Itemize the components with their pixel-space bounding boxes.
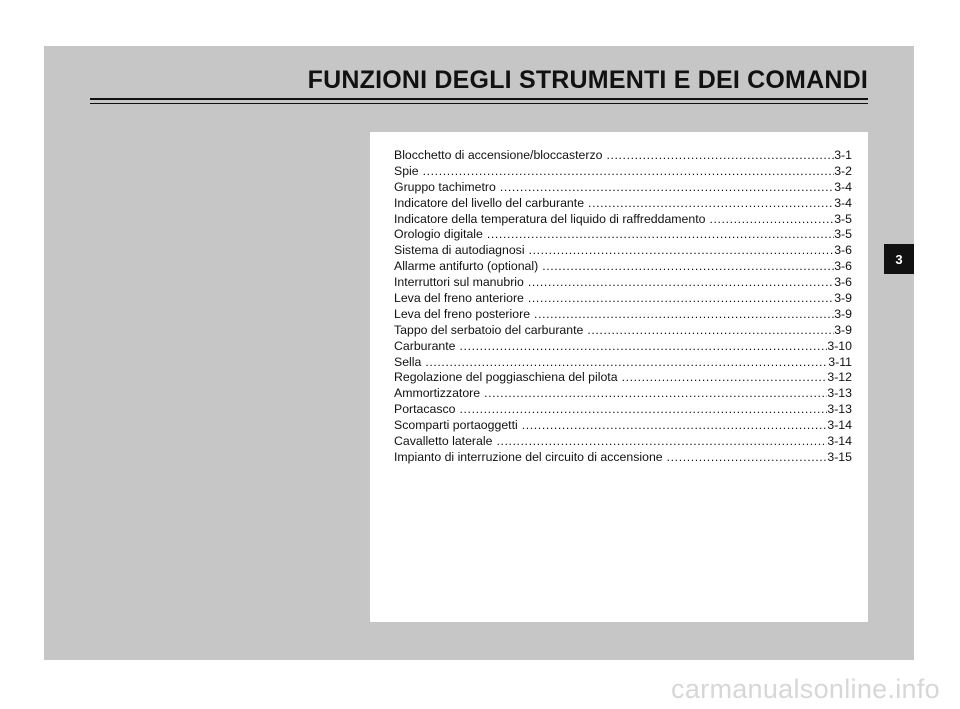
toc-leader-dots bbox=[460, 339, 828, 353]
toc-leader-dots bbox=[522, 418, 828, 432]
toc-item[interactable] bbox=[394, 196, 852, 212]
toc-leader-dots bbox=[484, 386, 827, 400]
toc-item[interactable] bbox=[394, 370, 852, 386]
toc-item[interactable] bbox=[394, 243, 852, 259]
toc-item-label: Allarme antifurto (optional) bbox=[394, 259, 539, 274]
toc-leader-dots bbox=[710, 212, 835, 226]
toc-item-page: 3-2 bbox=[834, 163, 852, 178]
toc-leader-dots bbox=[534, 307, 834, 321]
toc-leader-dots bbox=[496, 434, 827, 448]
toc-leader-dots bbox=[606, 148, 834, 162]
toc-leader-dots bbox=[588, 196, 834, 210]
toc-item-label: Regolazione del poggiaschiena del pilota bbox=[394, 370, 618, 385]
toc-item[interactable] bbox=[394, 402, 852, 418]
toc-leader-dots bbox=[542, 259, 834, 273]
manual-page bbox=[44, 46, 914, 660]
toc-item-label: Tappo del serbatoio del carburante bbox=[394, 322, 584, 337]
toc-item[interactable] bbox=[394, 434, 852, 450]
toc-item-page: 3-1 bbox=[834, 148, 852, 162]
toc-item[interactable] bbox=[394, 386, 852, 402]
toc-item-page: 3-4 bbox=[834, 195, 852, 210]
toc-item-page: 3-10 bbox=[827, 338, 852, 353]
toc-item-page: 3-5 bbox=[834, 227, 852, 242]
toc-leader-dots bbox=[587, 323, 834, 337]
toc-item-label: Ammortizzatore bbox=[394, 386, 481, 401]
toc-item[interactable] bbox=[394, 450, 852, 466]
toc-item[interactable] bbox=[394, 339, 852, 355]
toc-item-label: Impianto di interruzione del circuito di accensione bbox=[394, 449, 663, 464]
toc-item[interactable] bbox=[394, 259, 852, 275]
toc-leader-dots bbox=[487, 227, 834, 241]
toc-leader-dots bbox=[423, 164, 835, 178]
toc-leader-dots bbox=[622, 370, 828, 384]
toc-item[interactable] bbox=[394, 227, 852, 243]
toc-item-page: 3-12 bbox=[827, 370, 852, 385]
toc-item[interactable] bbox=[394, 164, 852, 180]
toc-item-label: Indicatore della temperatura del liquido di raffreddamento bbox=[394, 211, 706, 226]
toc-item-label: Blocchetto di accensione/bloccasterzo bbox=[394, 148, 603, 162]
toc-item[interactable] bbox=[394, 275, 852, 291]
toc-item[interactable] bbox=[394, 212, 852, 228]
toc-item[interactable] bbox=[394, 355, 852, 371]
toc-item-label: Spie bbox=[394, 163, 419, 178]
toc-leader-dots bbox=[425, 355, 828, 369]
toc-item-label: Sistema di autodiagnosi bbox=[394, 243, 525, 258]
toc-item[interactable] bbox=[394, 418, 852, 434]
title-underline-thin bbox=[90, 103, 868, 104]
toc-item-page: 3-15 bbox=[827, 449, 852, 464]
toc-leader-dots bbox=[528, 291, 834, 305]
toc-item-page: 3-9 bbox=[834, 322, 852, 337]
toc-item-label: Orologio digitale bbox=[394, 227, 483, 242]
toc-item-page: 3-5 bbox=[834, 211, 852, 226]
toc-item[interactable] bbox=[394, 323, 852, 339]
toc-item-label: Leva del freno anteriore bbox=[394, 291, 524, 306]
toc-item-label: Gruppo tachimetro bbox=[394, 179, 496, 194]
toc-item-page: 3-6 bbox=[834, 259, 852, 274]
toc-item-label: Indicatore del livello del carburante bbox=[394, 195, 585, 210]
toc-item-label: Portacasco bbox=[394, 402, 456, 417]
toc-item-page: 3-13 bbox=[827, 386, 852, 401]
toc-leader-dots bbox=[529, 243, 835, 257]
toc-item-page: 3-11 bbox=[828, 354, 852, 369]
toc-leader-dots bbox=[667, 450, 828, 464]
toc-item-label: Carburante bbox=[394, 338, 456, 353]
toc-item-label: Sella bbox=[394, 354, 422, 369]
toc-item-label: Interruttori sul manubrio bbox=[394, 275, 524, 290]
toc-item[interactable] bbox=[394, 291, 852, 307]
toc-item-page: 3-14 bbox=[827, 434, 852, 449]
toc-item-page: 3-4 bbox=[834, 179, 852, 194]
toc-list bbox=[394, 148, 852, 466]
toc-item-label: Scomparti portaoggetti bbox=[394, 418, 518, 433]
toc-item[interactable] bbox=[394, 307, 852, 323]
toc-item-page: 3-9 bbox=[834, 291, 852, 306]
page-title: FUNZIONI DEGLI STRUMENTI E DEI COMANDI bbox=[307, 66, 868, 94]
toc-item-page: 3-6 bbox=[834, 275, 852, 290]
toc-leader-dots bbox=[528, 275, 834, 289]
table-of-contents bbox=[370, 132, 868, 622]
toc-item-page: 3-14 bbox=[827, 418, 852, 433]
toc-item-page: 3-13 bbox=[827, 402, 852, 417]
toc-item-page: 3-6 bbox=[834, 243, 852, 258]
toc-leader-dots bbox=[500, 180, 834, 194]
toc-item-label: Leva del freno posteriore bbox=[394, 306, 531, 321]
toc-item[interactable] bbox=[394, 180, 852, 196]
toc-item[interactable] bbox=[394, 148, 852, 164]
chapter-tab: 3 bbox=[884, 244, 914, 274]
title-underline-thick bbox=[90, 98, 868, 100]
toc-item-page: 3-9 bbox=[834, 306, 852, 321]
toc-leader-dots bbox=[460, 402, 828, 416]
toc-item-label: Cavalletto laterale bbox=[394, 434, 493, 449]
watermark: carmanualsonline.info bbox=[671, 674, 940, 704]
